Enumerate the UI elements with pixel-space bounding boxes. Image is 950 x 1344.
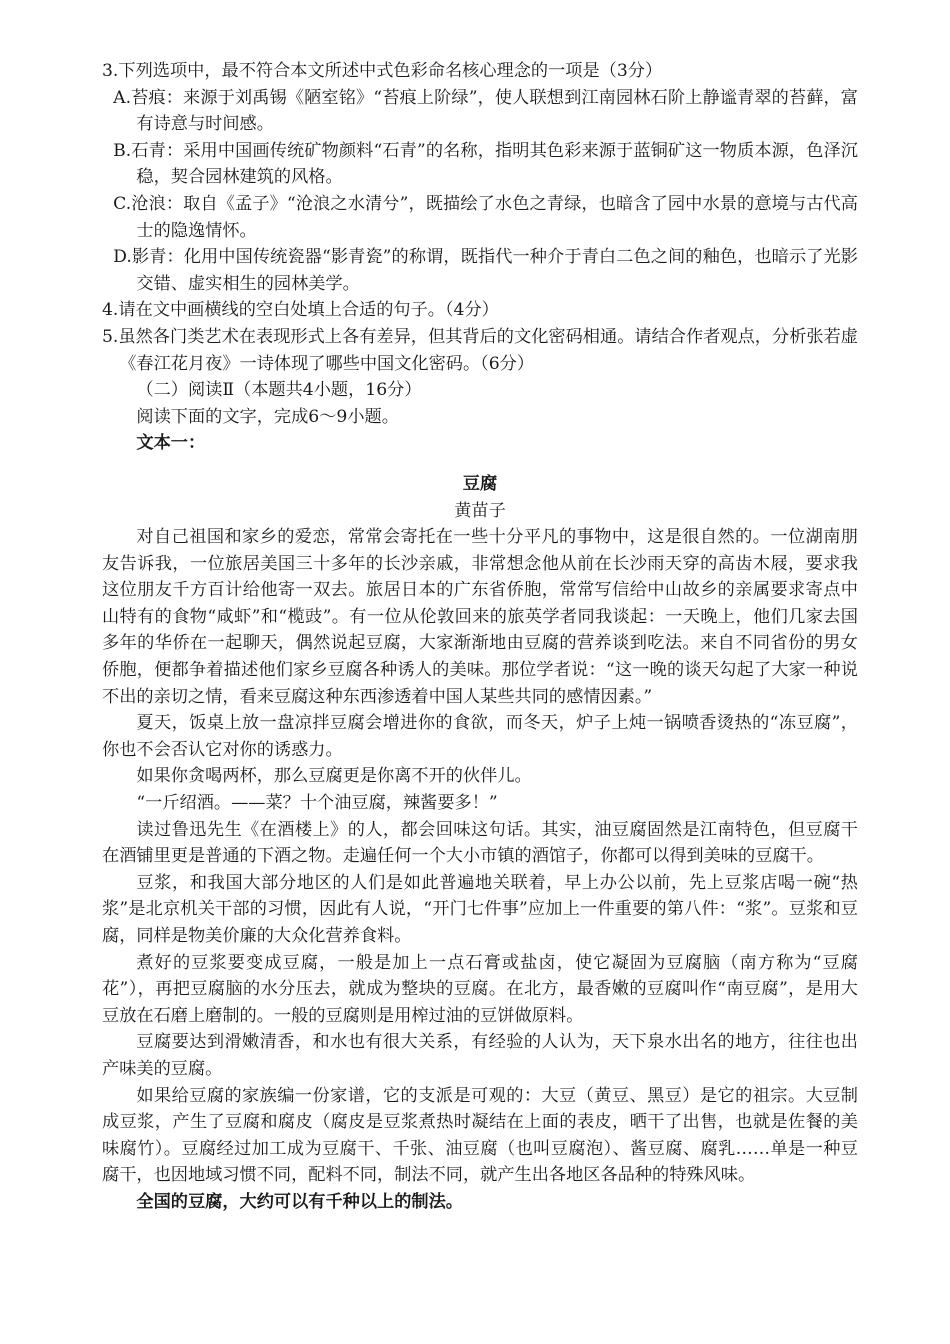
article-author: 黄苗子 xyxy=(454,500,506,521)
question-3-option-c: C.沧浪：取自《孟子》“沧浪之水清兮”，既描绘了水色之青绿，也暗含了园中水景的意境与古代高士的隐逸情怀。 xyxy=(113,193,858,241)
section-heading: （二）阅读Ⅱ（本题共4小题，16分） xyxy=(136,380,422,401)
question-3-option-a: A.苔痕：来源于刘禹锡《陋室铭》“苔痕上阶绿”，使人联想到江南园林石阶上静谧青翠的苔藓，富有诗意与时间感。 xyxy=(113,87,858,135)
article-paragraph-8: 豆腐要达到滑嫩清香，和水也有很大关系，有经验的人认为，天下泉水出名的地方，往往也出产味美的豆腐。 xyxy=(102,1032,858,1079)
question-3-option-d: D.影青：化用中国传统瓷器“影青瓷”的称谓，既指代一种介于青白二色之间的釉色，也暗示了光影交错、虚实相生的园林美学。 xyxy=(113,247,858,294)
article-paragraph-3: 如果你贪喝两杯，那么豆腐更是你离不开的伙伴儿。 xyxy=(136,766,532,787)
article-paragraph-6: 豆浆，和我国大部分地区的人们是如此普遍地关联着，早上办公以前，先上豆浆店喝一碗“热浆”是北京机关干部的习惯，因此有人说，“开门七件事”应加上一件重要的第八件：“浆”。豆浆和豆腐，同样是物美价廉的大众化营养食料。 xyxy=(102,872,858,946)
article-paragraph-7: 煮好的豆浆要变成豆腐，一般是加上一点石膏或盐卤，使它凝固为豆腐脑（南方称为“豆腐花”），再把豆腐脑的水分压去，就成为整块的豆腐。在北方，最香嫩的豆腐叫作“南豆腐”，是用大豆放在石磨上磨制的。一般的豆腐则是用榨过油的豆饼做原料。 xyxy=(102,952,858,1026)
article-paragraph-5: 读过鲁迅先生《在酒楼上》的人，都会回味这句话。其实，油豆腐固然是江南特色，但豆腐干在酒铺里更是普通的下酒之物。走遍任何一个大小市镇的酒馆子，你都可以得到美味的豆腐干。 xyxy=(102,819,858,867)
question-3-option-b: B.石青：采用中国画传统矿物颜料“石青”的名称，指明其色彩来源于蓝铜矿这一物质本源，色泽沉稳，契合园林建筑的风格。 xyxy=(113,140,858,188)
text-label: 文本一： xyxy=(136,433,206,454)
article-paragraph-10: 全国的豆腐，大约可以有千种以上的制法。 xyxy=(136,1191,463,1212)
question-3-stem: 3.下列选项中，最不符合本文所述中式色彩命名核心理念的一项是（3分） xyxy=(102,61,663,81)
article-paragraph-1: 对自己祖国和家乡的爱恋，常常会寄托在一些十分平凡的事物中，这是很自然的。一位湖南朋友告诉我，一位旅居美国三十多年的长沙亲戚，非常想念他从前在长沙雨天穿的高齿木屐，要求我这位朋友千方百计给他寄一双去。旅居日本的广东省侨胞，常常写信给中山故乡的亲属要求寄点中山特有的食物“咸虾”和“榄豉”。有一位从伦敦回来的旅英学者同我谈起：一天晚上，他们几家去国多年的华侨在一起聊天，偶然说起豆腐，大家渐渐地由豆腐的营养谈到吃法。来自不同省份的男女侨胞，便都争着描述他们家乡豆腐各种诱人的美味。那位学者说：“这一晚的谈天勾起了大家一种说不出的亲切之情，看来豆腐这种东西渗透着中国人某些共同的感情因素。” xyxy=(102,527,858,707)
article-paragraph-2: 夏天，饭桌上放一盘凉拌豆腐会增进你的食欲，而冬天，炉子上炖一锅喷香烫热的“冻豆腐”，你也不会否认它对你的诱惑力。 xyxy=(102,713,858,760)
article-paragraph-4: “一斤绍酒。——菜？十个油豆腐，辣酱要多！” xyxy=(136,793,498,814)
article-title: 豆腐 xyxy=(462,473,498,494)
section-instruction: 阅读下面的文字，完成6～9小题。 xyxy=(136,406,399,427)
question-4: 4.请在文中画横线的空白处填上合适的句子。（4分） xyxy=(102,300,499,321)
question-5: 5.虽然各门类艺术在表现形式上各有差异，但其背后的文化密码相通。请结合作者观点，分析张若虚《春江花月夜》一诗体现了哪些中国文化密码。（6分） xyxy=(102,326,858,374)
article-paragraph-9: 如果给豆腐的家族编一份家谱，它的支派是可观的：大豆（黄豆、黑豆）是它的祖宗。大豆制成豆浆，产生了豆腐和腐皮（腐皮是豆浆煮热时凝结在上面的表皮，晒干了出售，也就是佐餐的美味腐竹）。豆腐经过加工成为豆腐干、千张、油豆腐（也叫豆腐泡）、酱豆腐、腐乳……单是一种豆腐干，也因地域习惯不同，配料不同，制法不同，就产生出各地区各品种的特殊风味。 xyxy=(102,1085,858,1186)
